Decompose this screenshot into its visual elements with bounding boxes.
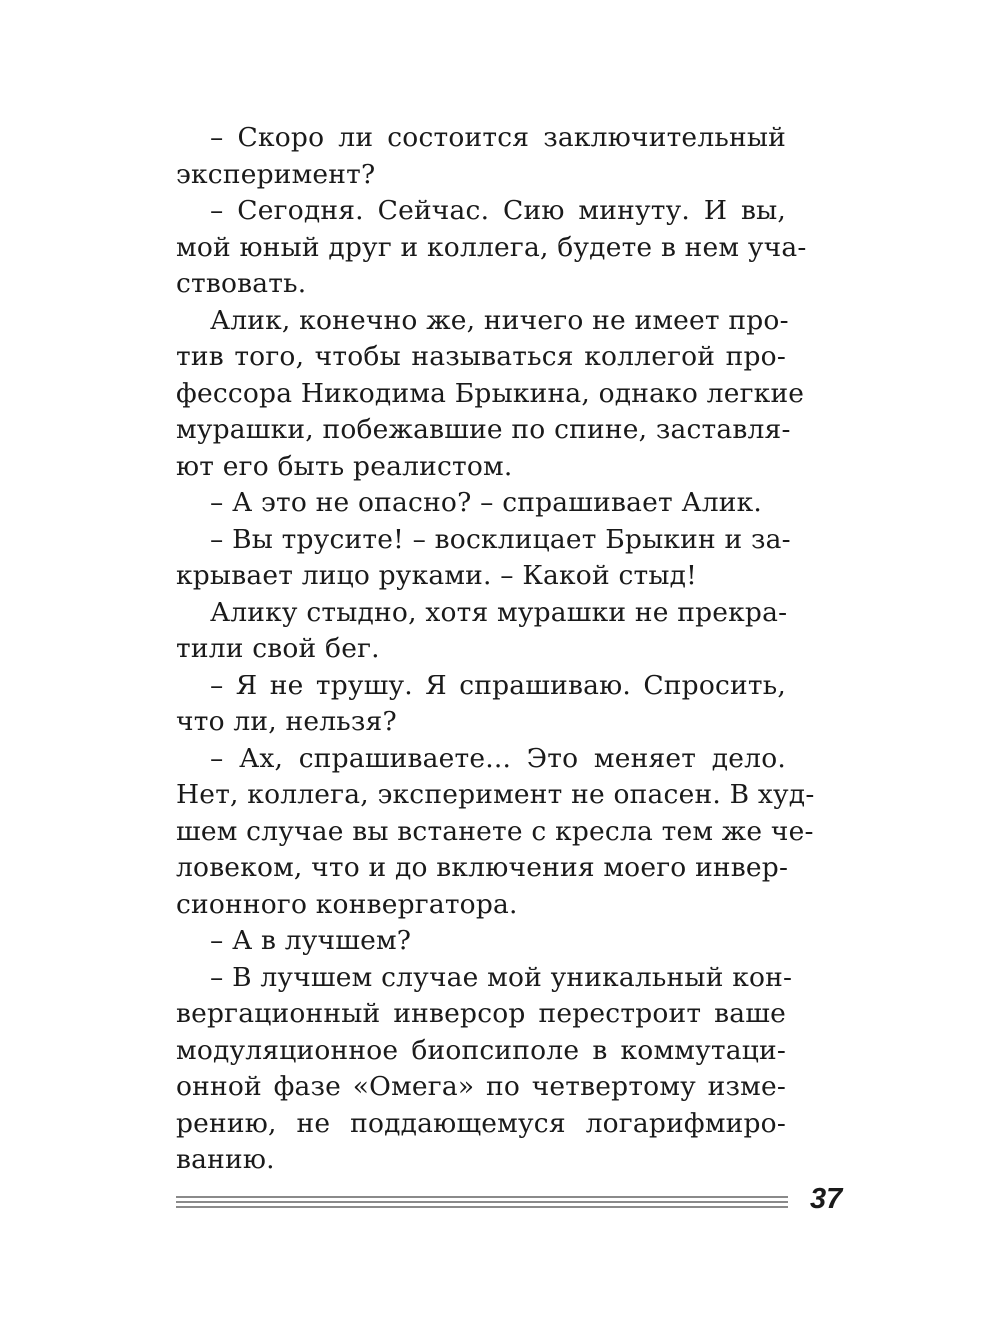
text-line: шем случае вы встанете с кресла тем же че-	[176, 815, 814, 847]
text-line: – А это не опасно? – спрашивает Алик.	[210, 487, 762, 518]
text-line: – Скоро ли состоится заключительный	[210, 122, 786, 153]
footer-rule-line	[176, 1206, 788, 1208]
footer-rule-line	[176, 1196, 788, 1198]
footer-rule-line	[176, 1201, 788, 1203]
text-line: тив того, чтобы называться коллегой про-	[176, 341, 786, 372]
text-line: Алику стыдно, хотя мурашки не прекра-	[210, 596, 788, 628]
text-line: мой юный друг и коллега, будете в нем уча-	[176, 231, 807, 263]
text-line: модуляционное биопсиполе в коммутаци-	[176, 1034, 786, 1066]
text-line: тили свой бег.	[176, 633, 380, 664]
text-line: ствовать.	[176, 268, 307, 299]
text-line: онной фазе «Омега» по четвертому изме-	[176, 1071, 786, 1102]
text-line: ванию.	[176, 1144, 275, 1175]
text-line: ют его быть реалистом.	[176, 450, 513, 482]
text-line: – А в лучшем?	[210, 925, 412, 956]
text-line: эксперимент?	[176, 158, 376, 190]
text-line: что ли, нельзя?	[176, 706, 397, 737]
text-line: – Я не трушу. Я спрашиваю. Спросить,	[210, 669, 786, 701]
text-line: – Ах, спрашиваете... Это меняет дело.	[210, 742, 786, 774]
text-line: ловеком, что и до включения моего инвер-	[176, 852, 789, 883]
page-text	[176, 120, 815, 1179]
text-line: мурашки, побежавшие по спине, заставля-	[176, 414, 791, 445]
text-line: сионного конвергатора.	[176, 888, 518, 920]
text-line: – Вы трусите! – восклицает Брыкин и за-	[210, 523, 791, 555]
text-line: Алик, конечно же, ничего не имеет про-	[210, 304, 789, 336]
page-number: 37	[810, 1183, 843, 1215]
text-line: вергационный инверсор перестроит ваше	[176, 998, 786, 1029]
text-line: Нет, коллега, эксперимент не опасен. В худ-	[176, 779, 815, 810]
footer-rule	[176, 1196, 788, 1208]
text-line: крывает лицо руками. – Какой стыд!	[176, 560, 698, 591]
text-line: рению, не поддающемуся логарифмиро-	[176, 1107, 786, 1139]
text-line: – В лучшем случае мой уникальный кон-	[210, 961, 793, 993]
text-line: – Сегодня. Сейчас. Сию минуту. И вы,	[210, 195, 786, 226]
text-line: фессора Никодима Брыкина, однако легкие	[176, 377, 805, 409]
